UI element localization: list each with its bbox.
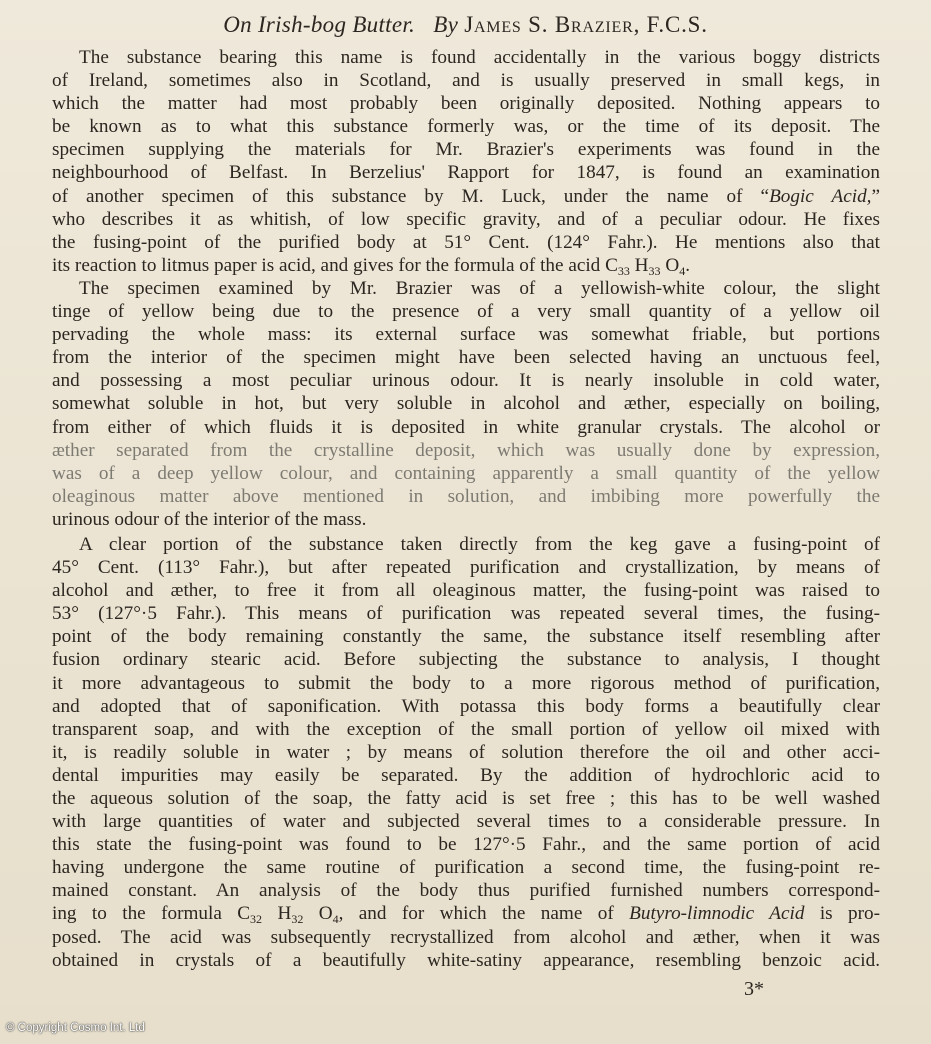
text-line: which the matter had most probably been originally deposited. Nothing appears to (52, 93, 880, 115)
text-line: dental impurities may easily be separated. By the addition of hydrochloric acid to (52, 764, 880, 786)
line-text: , and for which the name of (338, 903, 630, 925)
text-line: ing to the formula $C_{32}$ $H_{32}$ $O_4$, and for which the name of Butyro-limnodic Acid is pro- (52, 903, 880, 926)
text-line: The substance bearing this name is found accidentally in the various boggy districts (79, 47, 880, 68)
text-line: it, is readily soluble in water ; by means of solution therefore the oil and other acci- (52, 741, 880, 763)
text-line: it more advantageous to submit the body to a more rigorous method of purification, (52, 672, 880, 694)
line-text: ing to the formula C (52, 903, 251, 925)
copyright-watermark: © Copyright Cosmo Int. Ltd (6, 1022, 145, 1034)
text-line: with large quantities of water and subjected several times to a considerable pressure. In (52, 811, 880, 833)
text-line: be known as to what this substance formerly was, or the time of its deposit. The (52, 116, 880, 138)
text-line: and possessing a most peculiar urinous odour. It is nearly insoluble in cold water, (52, 370, 880, 392)
text-line: somewhat soluble in hot, but very soluble in alcohol and æther, especially on boiling, (52, 393, 880, 415)
text-line: tinge of yellow being due to the presence of a very small quantity of a yellow oil (52, 301, 880, 323)
text-line: who describes it as whitish, of low specific gravity, and of a peculiar odour. He fixes (52, 208, 880, 230)
article-title (0, 12, 931, 38)
text-line: 45° Cent. (113° Fahr.), but after repeated purification and crystallization, by means of (52, 557, 880, 579)
text-line: the fusing-point of the purified body at 51° Cent. (124° Fahr.). He mentions also that (52, 231, 880, 253)
text-line: posed. The acid was subsequently recrystallized from alcohol and æther, when it was (52, 926, 880, 948)
acid-name-term: Butyro-limnodic Acid (629, 903, 805, 925)
paragraph-1 (52, 46, 880, 277)
formula-subscript: 32 (291, 912, 304, 926)
line-text: its reaction to litmus paper is acid, and gives for the formula of the acid C (52, 254, 618, 276)
text-line: its reaction to litmus paper is acid, and gives for the formula of the acid $C_{33}$ $H_{33}$ $O_4$. (52, 254, 690, 277)
paragraph-2 (52, 277, 880, 531)
text-line: of Ireland, sometimes also in Scotland, and is usually preserved in small kegs, in (52, 70, 880, 92)
formula-subscript: 33 (648, 263, 661, 277)
title-italic: On Irish-bog Butter. (223, 12, 416, 37)
text-line: obtained in crystals of a beautifully white-satiny appearance, resembling benzoic acid. (52, 949, 880, 971)
text-line: of another specimen of this substance by M. Luck, under the name of “Bogic Acid,” (52, 185, 880, 207)
text-line: this state the fusing-point was found to be 127°·5 Fahr., and the same portion of acid (52, 834, 880, 856)
text-line: 53° (127°·5 Fahr.). This means of purification was repeated several times, the fusing- (52, 603, 880, 625)
text-line: transparent soap, and with the exception of the small portion of yellow oil mixed with (52, 718, 880, 740)
text-line: urinous odour of the interior of the mass. (52, 508, 367, 530)
text-line: æther separated from the crystalline deposit, which was usually done by expression, (52, 439, 880, 461)
text-line: from the interior of the specimen might have been selected having an unctuous feel, (52, 347, 880, 369)
text-line: point of the body remaining constantly the same, the substance itself resembling after (52, 626, 880, 648)
text-line: mained constant. An analysis of the body thus purified furnished numbers correspond- (52, 880, 880, 902)
formula-subscript: 32 (250, 912, 263, 926)
text-line: pervading the whole mass: its external surface was somewhat friable, but portions (52, 324, 880, 346)
text-line: The specimen examined by Mr. Brazier was of a yellowish-white colour, the slight (79, 277, 880, 299)
bogic-acid-term: Bogic Acid, (769, 185, 872, 207)
text-line: the aqueous solution of the soap, the fatty acid is set free ; this has to be well washed (52, 788, 880, 809)
formula-subscript: 33 (617, 263, 630, 277)
text-line: alcohol and æther, to free it from all oleaginous matter, the fusing-point was raised to (52, 580, 880, 602)
text-line: was of a deep yellow colour, and containing apparently a small quantity of the yellow (52, 462, 880, 484)
text-line: specimen supplying the materials for Mr. Brazier's experiments was found in the (52, 139, 880, 161)
page-signature-mark: 3* (744, 978, 764, 1000)
text-line: oleaginous matter above mentioned in solution, and imbibing more powerfully the (52, 485, 880, 507)
line-text: of another specimen of this substance by M. Luck, under the name of “ (52, 185, 770, 207)
line-text: is pro- (804, 903, 880, 925)
body-text (52, 46, 880, 972)
paragraph-3 (52, 533, 880, 972)
text-line: and adopted that of saponification. With potassa this body forms a beautifully clear (52, 695, 880, 717)
text-line: fusion ordinary stearic acid. Before subjecting the substance to analysis, I thought (52, 649, 880, 671)
text-line: from either of which fluids it is deposited in white granular crystals. The alcohol or (52, 416, 880, 438)
text-line: neighbourhood of Belfast. In Berzelius' Rapport for 1847, is found an examination (52, 162, 880, 184)
formula-subscript: 4 (332, 912, 339, 926)
byline-prefix: By (433, 12, 459, 37)
author-name: James S. Brazier, F.C.S. (464, 12, 708, 37)
formula-subscript: 4 (679, 263, 686, 277)
text-line: having undergone the same routine of purification a second time, the fusing-point re- (52, 857, 880, 879)
text-line: A clear portion of the substance taken directly from the keg gave a fusing-point of (79, 533, 880, 555)
